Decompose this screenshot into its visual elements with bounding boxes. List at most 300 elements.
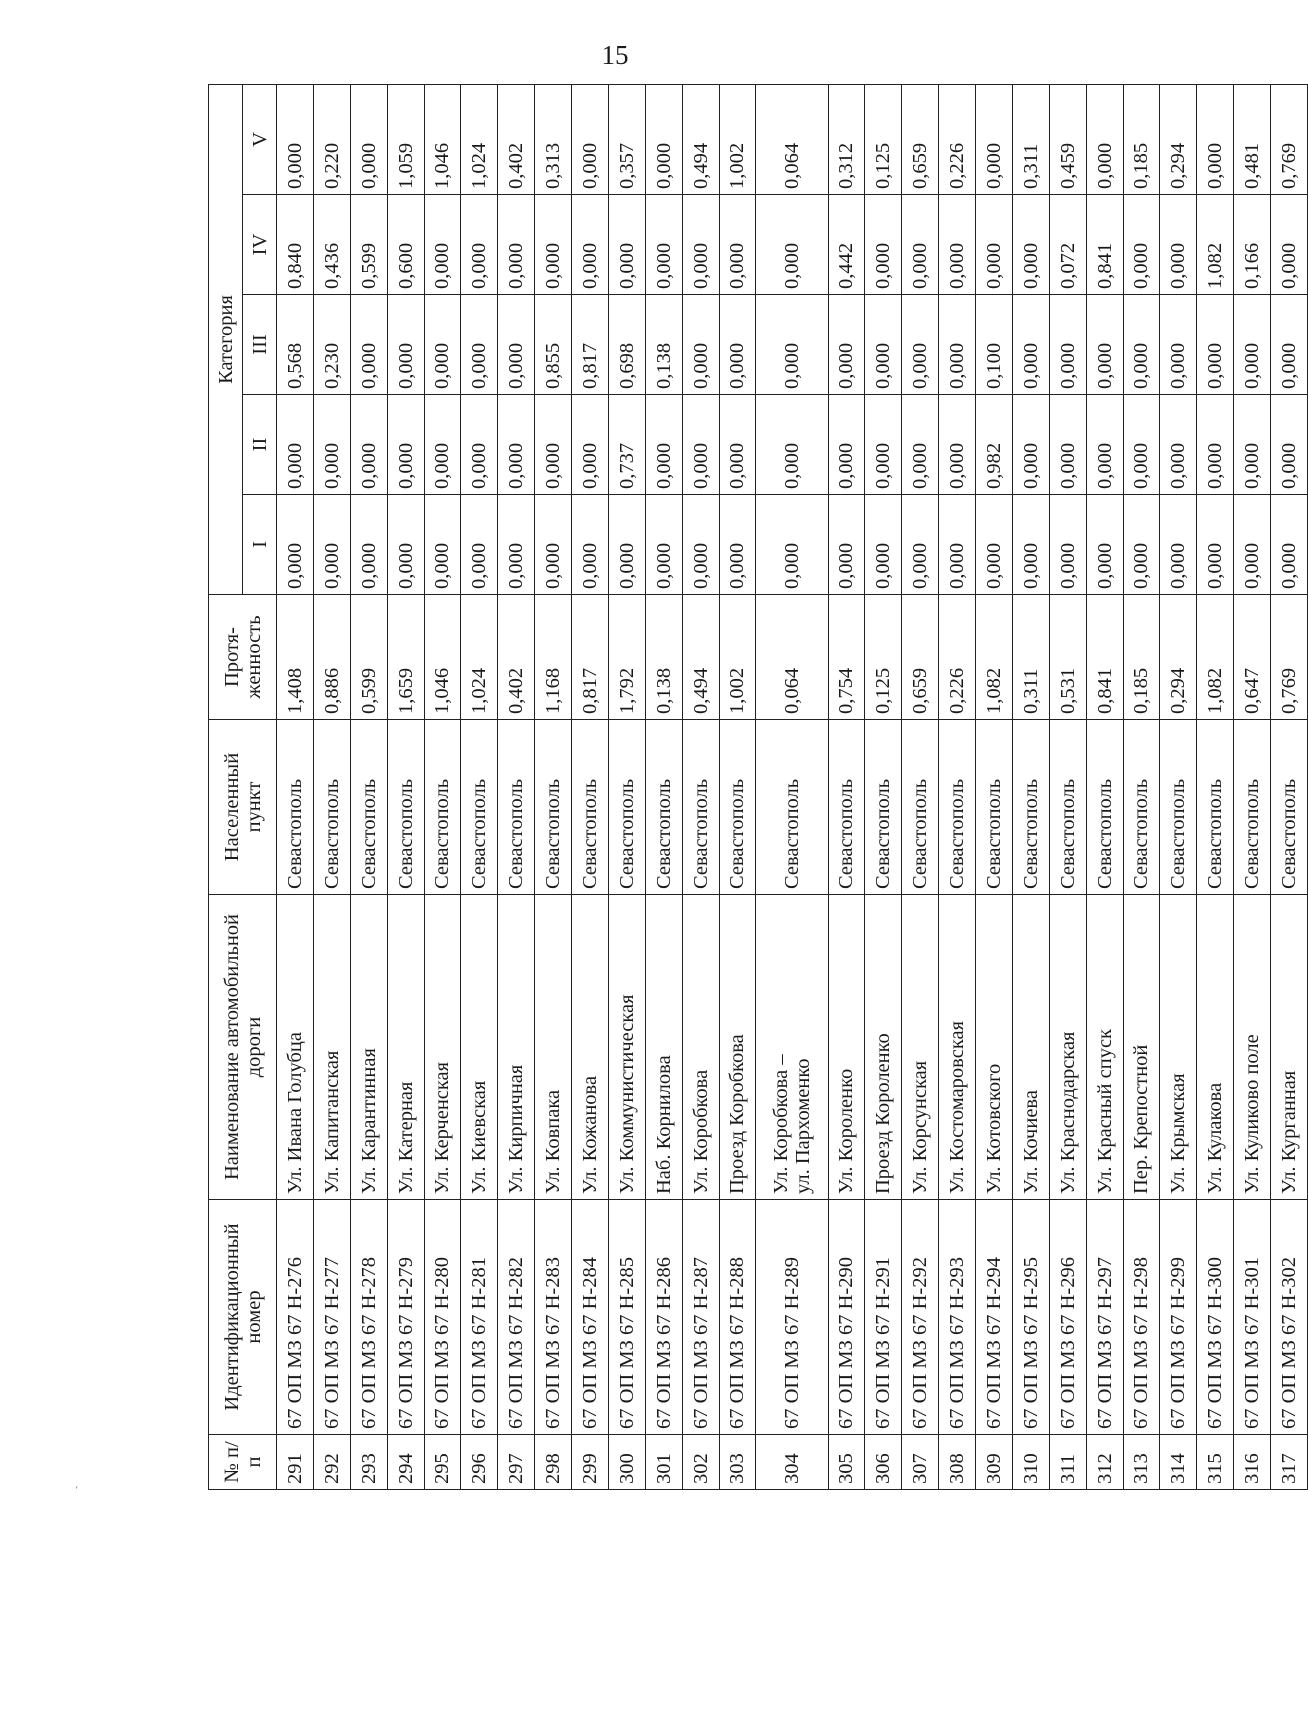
cell-c5: 1,024 xyxy=(461,84,498,194)
cell-num: 301 xyxy=(645,1435,682,1490)
cell-length: 0,125 xyxy=(865,595,902,720)
cell-c2: 0,000 xyxy=(572,395,609,495)
cell-c2: 0,982 xyxy=(976,395,1013,495)
cell-c1: 0,000 xyxy=(865,495,902,595)
cell-length: 0,886 xyxy=(313,595,350,720)
cell-num: 291 xyxy=(277,1435,314,1490)
cell-num: 292 xyxy=(313,1435,350,1490)
cell-id: 67 ОП МЗ 67 Н-277 xyxy=(313,1200,350,1435)
table-row xyxy=(645,84,682,1489)
cell-c2: 0,737 xyxy=(608,395,645,495)
cell-name: Пер. Крепостной xyxy=(1123,895,1160,1200)
cell-c4: 0,000 xyxy=(1012,195,1049,295)
cell-c5: 0,357 xyxy=(608,84,645,194)
header-cat-3: III xyxy=(243,295,277,395)
cell-c4: 0,072 xyxy=(1049,195,1086,295)
cell-c1: 0,000 xyxy=(461,495,498,595)
cell-c2: 0,000 xyxy=(682,395,719,495)
cell-name: Ул. Кирпичная xyxy=(498,895,535,1200)
cell-id: 67 ОП МЗ 67 Н-299 xyxy=(1160,1200,1197,1435)
cell-c2: 0,000 xyxy=(865,395,902,495)
cell-num: 300 xyxy=(608,1435,645,1490)
page-number: 15 xyxy=(601,40,629,70)
cell-num: 314 xyxy=(1160,1435,1197,1490)
cell-name: Ул. Катерная xyxy=(387,895,424,1200)
cell-c3: 0,000 xyxy=(498,295,535,395)
table-row xyxy=(1271,84,1308,1489)
header-num-label: № п/п xyxy=(220,1441,265,1483)
cell-length: 0,185 xyxy=(1123,595,1160,720)
cell-c3: 0,000 xyxy=(1234,295,1271,395)
table-row xyxy=(350,84,387,1489)
cell-c4: 1,082 xyxy=(1197,195,1234,295)
cell-name: Ул. Ковпака xyxy=(535,895,572,1200)
cell-c4: 0,000 xyxy=(1271,195,1308,295)
cell-name: Ул. Карантинная xyxy=(350,895,387,1200)
cell-c1: 0,000 xyxy=(1086,495,1123,595)
cell-c4: 0,000 xyxy=(572,195,609,295)
cell-num: 299 xyxy=(572,1435,609,1490)
cell-c5: 0,294 xyxy=(1160,84,1197,194)
table-row xyxy=(572,84,609,1489)
cell-length: 0,531 xyxy=(1049,595,1086,720)
table-row xyxy=(1160,84,1197,1489)
cell-c4: 0,442 xyxy=(828,195,865,295)
cell-city: Севастополь xyxy=(1271,720,1308,895)
cell-c1: 0,000 xyxy=(1012,495,1049,595)
cell-id: 67 ОП МЗ 67 Н-297 xyxy=(1086,1200,1123,1435)
table-row xyxy=(902,84,939,1489)
cell-length: 0,226 xyxy=(939,595,976,720)
cell-id: 67 ОП МЗ 67 Н-287 xyxy=(682,1200,719,1435)
cell-c1: 0,000 xyxy=(498,495,535,595)
cell-id: 67 ОП МЗ 67 Н-302 xyxy=(1271,1200,1308,1435)
cell-c5: 0,226 xyxy=(939,84,976,194)
cell-city: Севастополь xyxy=(719,720,756,895)
cell-id: 67 ОП МЗ 67 Н-291 xyxy=(865,1200,902,1435)
cell-id: 67 ОП МЗ 67 Н-281 xyxy=(461,1200,498,1435)
cell-c2: 0,000 xyxy=(1160,395,1197,495)
cell-c5: 0,064 xyxy=(756,84,828,194)
cell-c5: 0,459 xyxy=(1049,84,1086,194)
cell-city: Севастополь xyxy=(939,720,976,895)
cell-c1: 0,000 xyxy=(939,495,976,595)
cell-c3: 0,000 xyxy=(350,295,387,395)
header-id-label: Идентификационный номер xyxy=(220,1223,265,1411)
cell-name: Ул. Керченская xyxy=(424,895,461,1200)
cell-c2: 0,000 xyxy=(719,395,756,495)
cell-name: Ул. Кожанова xyxy=(572,895,609,1200)
cell-c4: 0,000 xyxy=(865,195,902,295)
cell-c4: 0,000 xyxy=(902,195,939,295)
header-name xyxy=(209,895,277,1200)
table-row xyxy=(1049,84,1086,1489)
cell-num: 305 xyxy=(828,1435,865,1490)
cell-c1: 0,000 xyxy=(976,495,1013,595)
cell-length: 0,754 xyxy=(828,595,865,720)
cell-city: Севастополь xyxy=(277,720,314,895)
cell-name: Ул. Куликово поле xyxy=(1234,895,1271,1200)
cell-c2: 0,000 xyxy=(939,395,976,495)
cell-num: 297 xyxy=(498,1435,535,1490)
cell-c5: 0,312 xyxy=(828,84,865,194)
cell-length: 1,046 xyxy=(424,595,461,720)
header-length-label: Протя-женность xyxy=(220,615,265,699)
cell-id: 67 ОП МЗ 67 Н-294 xyxy=(976,1200,1013,1435)
table-row xyxy=(1123,84,1160,1489)
cell-id: 67 ОП МЗ 67 Н-284 xyxy=(572,1200,609,1435)
cell-id: 67 ОП МЗ 67 Н-286 xyxy=(645,1200,682,1435)
cell-name: Наб. Корнилова xyxy=(645,895,682,1200)
table-row xyxy=(719,84,756,1489)
cell-num: 295 xyxy=(424,1435,461,1490)
header-cat-4: IV xyxy=(243,195,277,295)
cell-c2: 0,000 xyxy=(756,395,828,495)
cell-city: Севастополь xyxy=(828,720,865,895)
cell-id: 67 ОП МЗ 67 Н-276 xyxy=(277,1200,314,1435)
cell-c5: 0,311 xyxy=(1012,84,1049,194)
header-length xyxy=(209,595,277,720)
cell-c5: 0,769 xyxy=(1271,84,1308,194)
cell-city: Севастополь xyxy=(1086,720,1123,895)
cell-c1: 0,000 xyxy=(535,495,572,595)
cell-c5: 0,000 xyxy=(572,84,609,194)
cell-c1: 0,000 xyxy=(608,495,645,595)
cell-c2: 0,000 xyxy=(1234,395,1271,495)
table-row xyxy=(1234,84,1271,1489)
header-city xyxy=(209,720,277,895)
cell-c2: 0,000 xyxy=(645,395,682,495)
cell-num: 310 xyxy=(1012,1435,1049,1490)
table-row xyxy=(535,84,572,1489)
cell-length: 1,659 xyxy=(387,595,424,720)
cell-num: 296 xyxy=(461,1435,498,1490)
roads-table-body xyxy=(277,84,1308,1489)
cell-name-line2: ул. Пархоменко xyxy=(791,1058,814,1194)
table-row xyxy=(498,84,535,1489)
cell-id: 67 ОП МЗ 67 Н-298 xyxy=(1123,1200,1160,1435)
cell-city: Севастополь xyxy=(1160,720,1197,895)
table-row xyxy=(424,84,461,1489)
cell-c5: 0,000 xyxy=(1197,84,1234,194)
header-city-label: Населенный пункт xyxy=(220,752,265,862)
cell-length: 1,002 xyxy=(719,595,756,720)
table-row xyxy=(828,84,865,1489)
cell-length: 0,647 xyxy=(1234,595,1271,720)
table-row xyxy=(608,84,645,1489)
cell-c2: 0,000 xyxy=(1123,395,1160,495)
cell-c4: 0,000 xyxy=(756,195,828,295)
cell-num: 294 xyxy=(387,1435,424,1490)
cell-c1: 0,000 xyxy=(1234,495,1271,595)
cell-c2: 0,000 xyxy=(1271,395,1308,495)
cell-c1: 0,000 xyxy=(387,495,424,595)
cell-length: 0,294 xyxy=(1160,595,1197,720)
cell-c3: 0,000 xyxy=(1160,295,1197,395)
cell-c4: 0,000 xyxy=(461,195,498,295)
cell-c3: 0,000 xyxy=(1012,295,1049,395)
cell-c4: 0,166 xyxy=(1234,195,1271,295)
cell-c4: 0,000 xyxy=(1123,195,1160,295)
cell-c5: 0,000 xyxy=(976,84,1013,194)
cell-c3: 0,000 xyxy=(424,295,461,395)
cell-c5: 1,046 xyxy=(424,84,461,194)
cell-num: 312 xyxy=(1086,1435,1123,1490)
cell-c2: 0,000 xyxy=(902,395,939,495)
cell-num: 309 xyxy=(976,1435,1013,1490)
cell-c1: 0,000 xyxy=(1197,495,1234,595)
cell-c2: 0,000 xyxy=(828,395,865,495)
cell-length: 1,792 xyxy=(608,595,645,720)
cell-c3: 0,100 xyxy=(976,295,1013,395)
cell-c5: 1,002 xyxy=(719,84,756,194)
rotated-table-wrapper xyxy=(208,85,1308,1490)
cell-c2: 0,000 xyxy=(313,395,350,495)
cell-name: Ул. Кочиева xyxy=(1012,895,1049,1200)
cell-c2: 0,000 xyxy=(461,395,498,495)
cell-city: Севастополь xyxy=(350,720,387,895)
cell-length: 0,494 xyxy=(682,595,719,720)
cell-name: Ул. Ивана Голубца xyxy=(277,895,314,1200)
cell-length: 0,817 xyxy=(572,595,609,720)
cell-length: 1,082 xyxy=(1197,595,1234,720)
table-row xyxy=(1012,84,1049,1489)
cell-city: Севастополь xyxy=(902,720,939,895)
cell-city: Севастополь xyxy=(865,720,902,895)
table-row xyxy=(939,84,976,1489)
cell-num: 302 xyxy=(682,1435,719,1490)
header-num xyxy=(209,1435,277,1490)
cell-id: 67 ОП МЗ 67 Н-282 xyxy=(498,1200,535,1435)
table-row xyxy=(461,84,498,1489)
cell-id: 67 ОП МЗ 67 Н-300 xyxy=(1197,1200,1234,1435)
cell-c2: 0,000 xyxy=(387,395,424,495)
cell-city: Севастополь xyxy=(535,720,572,895)
cell-city: Севастополь xyxy=(461,720,498,895)
cell-city: Севастополь xyxy=(608,720,645,895)
cell-name: Ул. Крымская xyxy=(1160,895,1197,1200)
scan-mark: ˊ xyxy=(73,1483,84,1498)
cell-length: 1,082 xyxy=(976,595,1013,720)
cell-c5: 0,000 xyxy=(645,84,682,194)
cell-c3: 0,568 xyxy=(277,295,314,395)
cell-c2: 0,000 xyxy=(1197,395,1234,495)
cell-city: Севастополь xyxy=(1123,720,1160,895)
cell-name: Ул. Киевская xyxy=(461,895,498,1200)
cell-c5: 0,125 xyxy=(865,84,902,194)
cell-id: 67 ОП МЗ 67 Н-283 xyxy=(535,1200,572,1435)
cell-c2: 0,000 xyxy=(1012,395,1049,495)
cell-c2: 0,000 xyxy=(1086,395,1123,495)
cell-c5: 0,220 xyxy=(313,84,350,194)
cell-c3: 0,000 xyxy=(719,295,756,395)
table-row xyxy=(682,84,719,1489)
header-category: Категория xyxy=(209,84,243,594)
cell-city: Севастополь xyxy=(756,720,828,895)
cell-c4: 0,000 xyxy=(498,195,535,295)
cell-id: 67 ОП МЗ 67 Н-296 xyxy=(1049,1200,1086,1435)
cell-c3: 0,000 xyxy=(461,295,498,395)
roads-table xyxy=(208,84,1308,1490)
cell-c4: 0,841 xyxy=(1086,195,1123,295)
table-row xyxy=(865,84,902,1489)
cell-city: Севастополь xyxy=(1234,720,1271,895)
cell-id: 67 ОП МЗ 67 Н-288 xyxy=(719,1200,756,1435)
cell-c1: 0,000 xyxy=(350,495,387,595)
header-name-label: Наименование автомобильной дороги xyxy=(220,913,265,1181)
cell-c1: 0,000 xyxy=(645,495,682,595)
table-row xyxy=(277,84,314,1489)
cell-c1: 0,000 xyxy=(902,495,939,595)
cell-c3: 0,000 xyxy=(1271,295,1308,395)
cell-c3: 0,230 xyxy=(313,295,350,395)
cell-num: 293 xyxy=(350,1435,387,1490)
cell-city: Севастополь xyxy=(976,720,1013,895)
table-row xyxy=(313,84,350,1489)
cell-name: Ул. Коммунистическая xyxy=(608,895,645,1200)
cell-num: 317 xyxy=(1271,1435,1308,1490)
cell-c3: 0,698 xyxy=(608,295,645,395)
cell-c2: 0,000 xyxy=(424,395,461,495)
cell-c4: 0,600 xyxy=(387,195,424,295)
cell-num: 311 xyxy=(1049,1435,1086,1490)
cell-c3: 0,000 xyxy=(387,295,424,395)
cell-length: 0,841 xyxy=(1086,595,1123,720)
cell-c3: 0,000 xyxy=(865,295,902,395)
cell-length: 0,402 xyxy=(498,595,535,720)
cell-c1: 0,000 xyxy=(277,495,314,595)
cell-c3: 0,855 xyxy=(535,295,572,395)
cell-c2: 0,000 xyxy=(535,395,572,495)
cell-city: Севастополь xyxy=(1012,720,1049,895)
cell-length: 1,024 xyxy=(461,595,498,720)
cell-num: 306 xyxy=(865,1435,902,1490)
cell-city: Севастополь xyxy=(1049,720,1086,895)
cell-city: Севастополь xyxy=(498,720,535,895)
cell-length: 0,659 xyxy=(902,595,939,720)
cell-id: 67 ОП МЗ 67 Н-292 xyxy=(902,1200,939,1435)
cell-city: Севастополь xyxy=(424,720,461,895)
cell-id: 67 ОП МЗ 67 Н-290 xyxy=(828,1200,865,1435)
cell-c5: 0,659 xyxy=(902,84,939,194)
table-row xyxy=(756,84,828,1489)
cell-c5: 0,481 xyxy=(1234,84,1271,194)
cell-name: Ул. Красный спуск xyxy=(1086,895,1123,1200)
cell-c5: 0,000 xyxy=(350,84,387,194)
cell-c1: 0,000 xyxy=(1271,495,1308,595)
table-row xyxy=(976,84,1013,1489)
cell-c3: 0,000 xyxy=(1049,295,1086,395)
cell-num: 313 xyxy=(1123,1435,1160,1490)
cell-num: 315 xyxy=(1197,1435,1234,1490)
cell-id: 67 ОП МЗ 67 Н-279 xyxy=(387,1200,424,1435)
cell-city: Севастополь xyxy=(1197,720,1234,895)
cell-c4: 0,000 xyxy=(976,195,1013,295)
cell-c5: 0,185 xyxy=(1123,84,1160,194)
cell-name: Ул. Капитанская xyxy=(313,895,350,1200)
cell-c2: 0,000 xyxy=(350,395,387,495)
cell-c3: 0,000 xyxy=(1086,295,1123,395)
cell-name xyxy=(756,895,828,1200)
cell-c2: 0,000 xyxy=(277,395,314,495)
cell-c4: 0,000 xyxy=(719,195,756,295)
cell-c3: 0,000 xyxy=(902,295,939,395)
cell-c4: 0,000 xyxy=(682,195,719,295)
cell-c1: 0,000 xyxy=(1049,495,1086,595)
cell-id: 67 ОП МЗ 67 Н-289 xyxy=(756,1200,828,1435)
cell-name: Ул. Кулакова xyxy=(1197,895,1234,1200)
cell-c1: 0,000 xyxy=(828,495,865,595)
cell-c1: 0,000 xyxy=(424,495,461,595)
cell-length: 0,138 xyxy=(645,595,682,720)
table-row xyxy=(387,84,424,1489)
cell-c1: 0,000 xyxy=(572,495,609,595)
cell-c5: 1,059 xyxy=(387,84,424,194)
cell-c5: 0,000 xyxy=(1086,84,1123,194)
cell-name: Ул. Котовского xyxy=(976,895,1013,1200)
cell-c5: 0,494 xyxy=(682,84,719,194)
cell-name: Ул. Курганная xyxy=(1271,895,1308,1200)
table-row xyxy=(1197,84,1234,1489)
cell-c3: 0,000 xyxy=(682,295,719,395)
cell-c5: 0,313 xyxy=(535,84,572,194)
cell-id: 67 ОП МЗ 67 Н-278 xyxy=(350,1200,387,1435)
table-row xyxy=(1086,84,1123,1489)
cell-id: 67 ОП МЗ 67 Н-295 xyxy=(1012,1200,1049,1435)
cell-c4: 0,840 xyxy=(277,195,314,295)
cell-length: 1,168 xyxy=(535,595,572,720)
cell-c3: 0,000 xyxy=(828,295,865,395)
cell-id: 67 ОП МЗ 67 Н-280 xyxy=(424,1200,461,1435)
cell-name: Ул. Костомаровская xyxy=(939,895,976,1200)
cell-length: 0,599 xyxy=(350,595,387,720)
cell-c3: 0,000 xyxy=(1123,295,1160,395)
cell-name-line1: Ул. Коробкова – xyxy=(769,1054,792,1194)
cell-num: 308 xyxy=(939,1435,976,1490)
cell-c5: 0,000 xyxy=(277,84,314,194)
header-cat-1: I xyxy=(243,495,277,595)
cell-name: Ул. Корсунская xyxy=(902,895,939,1200)
cell-id: 67 ОП МЗ 67 Н-285 xyxy=(608,1200,645,1435)
cell-c1: 0,000 xyxy=(756,495,828,595)
cell-c2: 0,000 xyxy=(1049,395,1086,495)
cell-c4: 0,000 xyxy=(535,195,572,295)
cell-city: Севастополь xyxy=(682,720,719,895)
cell-num: 298 xyxy=(535,1435,572,1490)
cell-city: Севастополь xyxy=(387,720,424,895)
cell-c4: 0,599 xyxy=(350,195,387,295)
cell-c1: 0,000 xyxy=(1160,495,1197,595)
cell-name: Ул. Коробкова xyxy=(682,895,719,1200)
cell-c4: 0,000 xyxy=(939,195,976,295)
cell-city: Севастополь xyxy=(313,720,350,895)
cell-length: 0,064 xyxy=(756,595,828,720)
cell-c4: 0,000 xyxy=(645,195,682,295)
cell-c5: 0,402 xyxy=(498,84,535,194)
header-cat-2: II xyxy=(243,395,277,495)
cell-city: Севастополь xyxy=(572,720,609,895)
cell-c4: 0,000 xyxy=(1160,195,1197,295)
cell-length: 0,311 xyxy=(1012,595,1049,720)
cell-c4: 0,436 xyxy=(313,195,350,295)
cell-length: 0,769 xyxy=(1271,595,1308,720)
cell-id: 67 ОП МЗ 67 Н-301 xyxy=(1234,1200,1271,1435)
cell-num: 304 xyxy=(756,1435,828,1490)
cell-length: 1,408 xyxy=(277,595,314,720)
cell-id: 67 ОП МЗ 67 Н-293 xyxy=(939,1200,976,1435)
cell-num: 303 xyxy=(719,1435,756,1490)
cell-c1: 0,000 xyxy=(313,495,350,595)
